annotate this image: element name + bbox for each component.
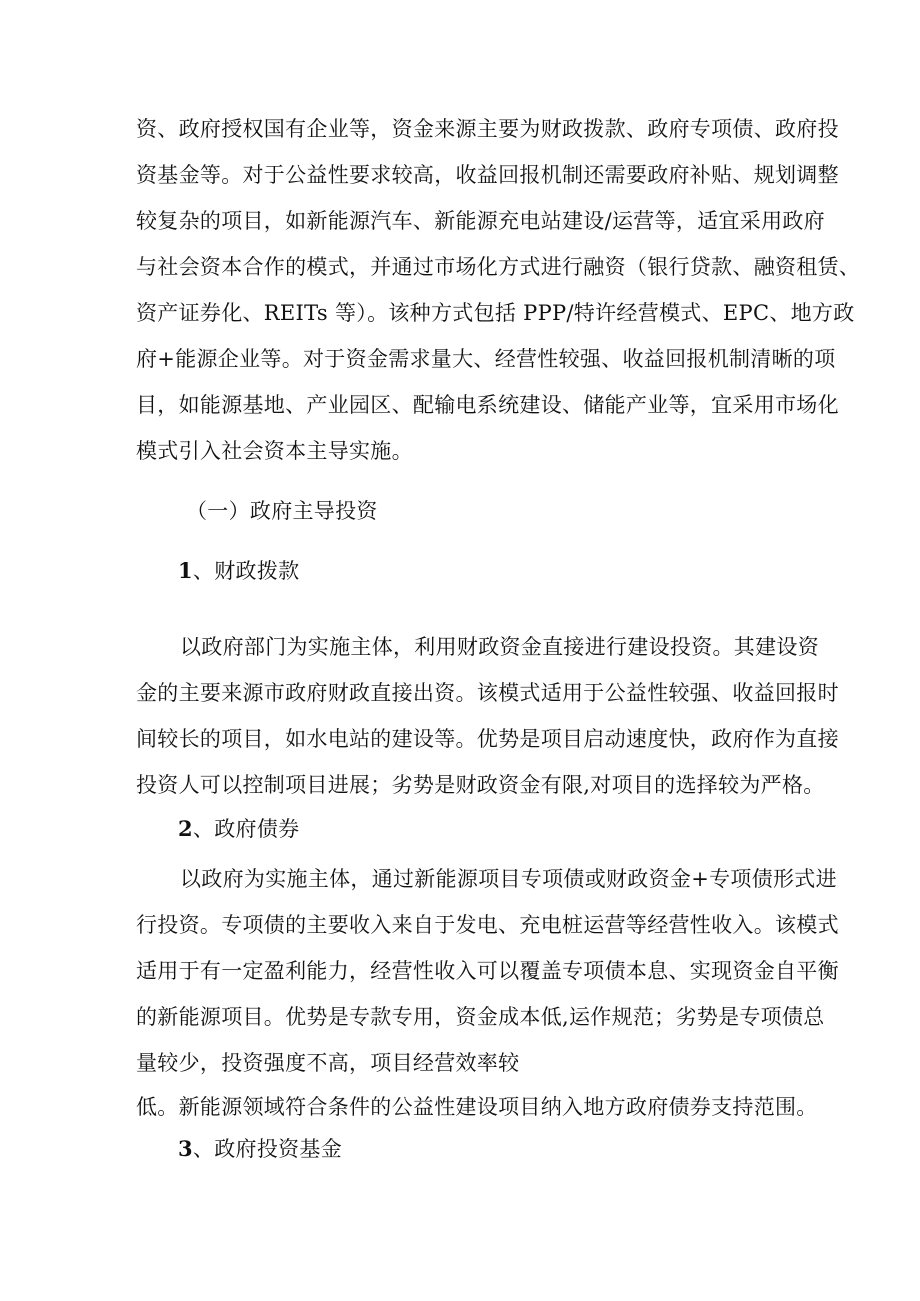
subheading-2 (178, 814, 299, 844)
paragraph-3-line-1: 以政府为实施主体，通过新能源项目专项债或财政资金+专项债形式进 (180, 867, 837, 891)
paragraph-3-line-5: 量较少，投资强度不高，项目经营效率较 (136, 1051, 520, 1075)
subheading-1-title: 、财政拨款 (192, 559, 300, 583)
paragraph-1-line-1: 资、政府授权国有企业等，资金来源主要为财政拨款、政府专项债、政府投 (136, 117, 839, 141)
subheading-3-number: 3 (178, 1136, 193, 1161)
paragraph-1-line-5: 资产证券化、REITs 等）。该种方式包括 PPP/特许经营模式、EPC、地方政 (136, 301, 855, 325)
subheading-2-title: 、政府债券 (192, 817, 300, 841)
subheading-1-number: 1 (178, 558, 193, 583)
paragraph-1-line-4: 与社会资本合作的模式，并通过市场化方式进行融资（银行贷款、融资租赁、 (136, 255, 861, 279)
section-heading: （一）政府主导投资 (186, 499, 378, 523)
subheading-2-number: 2 (178, 816, 193, 841)
paragraph-1-line-8: 模式引入社会资本主导实施。 (136, 439, 413, 463)
paragraph-1-line-7: 目，如能源基地、产业园区、配输电系统建设、储能产业等，宜采用市场化 (136, 393, 839, 417)
paragraph-3-line-3: 适用于有一定盈利能力，经营性收入可以覆盖专项债本息、实现资金自平衡 (136, 959, 839, 983)
paragraph-3-line-4: 的新能源项目。优势是专款专用，资金成本低,运作规范；劣势是专项债总 (136, 1005, 825, 1029)
paragraph-2-line-2: 金的主要来源市政府财政直接出资。该模式适用于公益性较强、收益回报时 (136, 681, 839, 705)
paragraph-2-line-3: 间较长的项目，如水电站的建设等。优势是项目启动速度快，政府作为直接 (136, 727, 839, 751)
subheading-3-title: 、政府投资基金 (192, 1137, 343, 1161)
paragraph-2-line-1: 以政府部门为实施主体，利用财政资金直接进行建设投资。其建设资 (180, 635, 819, 659)
paragraph-1-line-2: 资基金等。对于公益性要求较高，收益回报机制还需要政府补贴、规划调整 (136, 163, 839, 187)
paragraph-1-line-6: 府+能源企业等。对于资金需求量大、经营性较强、收益回报机制清晰的项 (136, 347, 836, 371)
paragraph-2-line-4: 投资人可以控制项目进展；劣势是财政资金有限,对项目的选择较为严格。 (136, 773, 825, 797)
paragraph-3-line-2: 行投资。专项债的主要收入来自于发电、充电桩运营等经营性收入。该模式 (136, 913, 839, 937)
paragraph-1-line-3: 较复杂的项目，如新能源汽车、新能源充电站建设/运营等，适宜采用政府 (136, 209, 825, 233)
subheading-3 (178, 1134, 342, 1164)
paragraph-3-line-6: 低。新能源领域符合条件的公益性建设项目纳入地方政府债券支持范围。 (136, 1095, 818, 1119)
subheading-1 (178, 556, 299, 586)
